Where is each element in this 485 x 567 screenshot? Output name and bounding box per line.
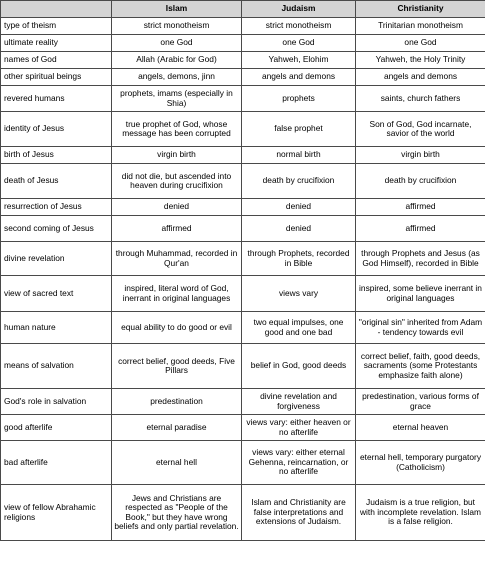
cell-christianity: correct belief, faith, good deeds, sacraments (some Protestants emphasize faith alone) [356,344,485,389]
table-row [1,242,485,276]
header-islam: Islam [112,1,242,18]
cell-judaism: belief in God, good deeds [242,344,356,389]
cell-judaism: views vary: either heaven or no afterlife [242,415,356,441]
cell-islam: Jews and Christians are respected as "People of the Book," but they have wrong beliefs and only partial revelation. [112,485,242,541]
cell-christianity: "original sin" inherited from Adam - tendency towards evil [356,312,485,344]
cell-christianity: affirmed [356,199,485,216]
header-christianity: Christianity [356,1,485,18]
cell-judaism: one God [242,35,356,52]
table-row [1,52,485,69]
cell-judaism: normal birth [242,147,356,164]
header-corner [1,1,112,18]
table-row [1,86,485,112]
row-label: ultimate reality [1,35,112,52]
cell-judaism: angels and demons [242,69,356,86]
row-label: other spiritual beings [1,69,112,86]
table-row [1,18,485,35]
table-row [1,147,485,164]
cell-christianity: one God [356,35,485,52]
table-row [1,415,485,441]
cell-judaism: through Prophets, recorded in Bible [242,242,356,276]
cell-judaism: denied [242,199,356,216]
table-row [1,312,485,344]
row-label: bad afterlife [1,441,112,485]
cell-christianity: Yahweh, the Holy Trinity [356,52,485,69]
header-row [1,1,485,18]
cell-islam: angels, demons, jinn [112,69,242,86]
cell-christianity: through Prophets and Jesus (as God Himself), recorded in Bible [356,242,485,276]
cell-judaism: death by crucifixion [242,164,356,199]
row-label: names of God [1,52,112,69]
row-label: good afterlife [1,415,112,441]
cell-islam: inspired, literal word of God, inerrant in original languages [112,276,242,312]
cell-christianity: Son of God, God incarnate, savior of the world [356,112,485,147]
cell-christianity: virgin birth [356,147,485,164]
row-label: divine revelation [1,242,112,276]
row-label: revered humans [1,86,112,112]
cell-judaism: views vary [242,276,356,312]
cell-islam: eternal paradise [112,415,242,441]
cell-judaism: Islam and Christianity are false interpretations and extensions of Judaism. [242,485,356,541]
table-row [1,216,485,242]
header-judaism: Judaism [242,1,356,18]
table-row [1,344,485,389]
cell-islam: predestination [112,389,242,415]
table-row [1,35,485,52]
row-label: type of theism [1,18,112,35]
cell-judaism: denied [242,216,356,242]
row-label: birth of Jesus [1,147,112,164]
row-label: view of fellow Abrahamic religions [1,485,112,541]
table-row [1,389,485,415]
cell-islam: prophets, imams (especially in Shia) [112,86,242,112]
row-label: second coming of Jesus [1,216,112,242]
table-row [1,276,485,312]
row-label: identity of Jesus [1,112,112,147]
cell-islam: eternal hell [112,441,242,485]
cell-judaism: Yahweh, Elohim [242,52,356,69]
cell-christianity: eternal heaven [356,415,485,441]
row-label: means of salvation [1,344,112,389]
cell-judaism: strict monotheism [242,18,356,35]
cell-christianity: angels and demons [356,69,485,86]
cell-islam: denied [112,199,242,216]
cell-islam: correct belief, good deeds, Five Pillars [112,344,242,389]
row-label: human nature [1,312,112,344]
cell-judaism: views vary: either eternal Gehenna, reincarnation, or no afterlife [242,441,356,485]
table-row [1,69,485,86]
table-row [1,112,485,147]
cell-islam: equal ability to do good or evil [112,312,242,344]
cell-judaism: divine revelation and forgiveness [242,389,356,415]
cell-christianity: eternal hell, temporary purgatory (Catholicism) [356,441,485,485]
cell-islam: through Muhammad, recorded in Qur'an [112,242,242,276]
cell-christianity: inspired, some believe inerrant in original languages [356,276,485,312]
cell-christianity: Judaism is a true religion, but with incomplete revelation. Islam is a false religion. [356,485,485,541]
cell-islam: one God [112,35,242,52]
cell-islam: virgin birth [112,147,242,164]
cell-judaism: two equal impulses, one good and one bad [242,312,356,344]
cell-islam: strict monotheism [112,18,242,35]
cell-christianity: death by crucifixion [356,164,485,199]
row-label: resurrection of Jesus [1,199,112,216]
cell-judaism: prophets [242,86,356,112]
row-label: death of Jesus [1,164,112,199]
cell-islam: true prophet of God, whose message has been corrupted [112,112,242,147]
table-row [1,485,485,541]
row-label: God's role in salvation [1,389,112,415]
cell-christianity: affirmed [356,216,485,242]
cell-christianity: predestination, various forms of grace [356,389,485,415]
cell-judaism: false prophet [242,112,356,147]
cell-christianity: Trinitarian monotheism [356,18,485,35]
cell-islam: Allah (Arabic for God) [112,52,242,69]
table-row [1,199,485,216]
row-label: view of sacred text [1,276,112,312]
table-row [1,441,485,485]
cell-islam: did not die, but ascended into heaven during crucifixion [112,164,242,199]
cell-christianity: saints, church fathers [356,86,485,112]
cell-islam: affirmed [112,216,242,242]
table-row [1,164,485,199]
